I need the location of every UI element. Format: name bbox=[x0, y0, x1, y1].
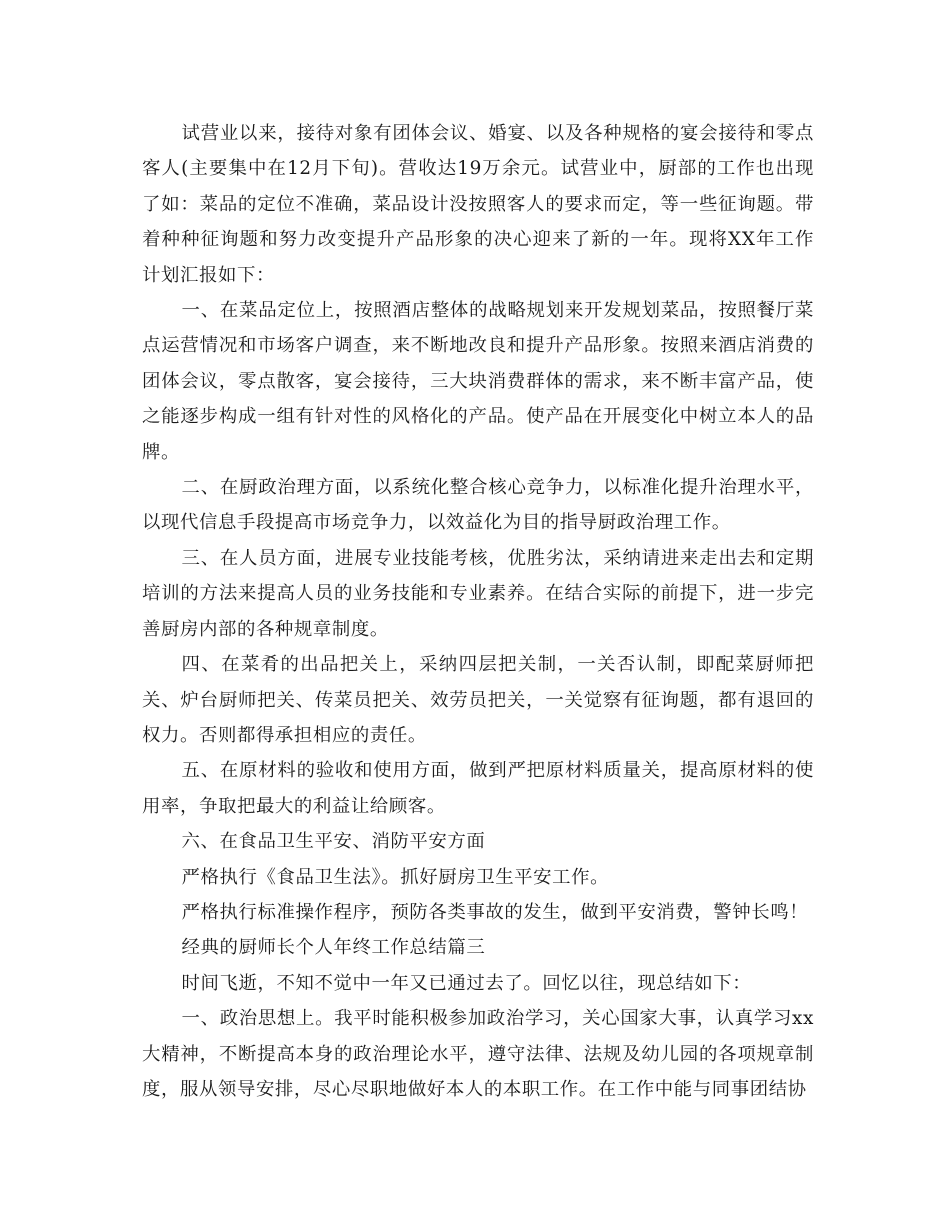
paragraph-item-3-personnel: 三、在人员方面，进展专业技能考核，优胜劣汰，采纳请进来走出去和定期培训的方法来提高人员的业务技能和专业素养。在结合实际的前提下，进一步完善厨房内部的各种规章制度。 bbox=[142, 547, 814, 640]
paragraph-food-hygiene: 严格执行《食品卫生法》。抓好厨房卫生平安工作。 bbox=[181, 866, 610, 888]
paragraph-opening: 试营业以来，接待对象有团体会议、婚宴、以及各种规格的宴会接待和零点客人(主要集中在12月下旬)。营收达19万余元。试营业中，厨部的工作也出现了如：菜品的定位不准确，菜品设计没按照客人的要求而定，等一些征询题。带着种种征询题和努力改变提升产品形象的决心迎来了新的一年。现将XX年工作计划汇报如下： bbox=[142, 123, 814, 286]
paragraph-item-4-quality-control: 四、在菜肴的出品把关上，采纳四层把关制，一关否认制，即配菜厨师把关、炉台厨师把关、传菜员把关、效劳员把关，一关觉察有征询题，都有退回的权力。否则都得承担相应的责任。 bbox=[142, 654, 814, 746]
paragraph-political-thought: 一、政治思想上。我平时能积极参加政治学习，关心国家大事，认真学习xx大精神，不断提高本身的政治理论水平，遵守法律、法规及幼儿园的各项规章制度，服从领导安排，尽心尽职地做好本人的本职工作。在工作中能与同事团结协 bbox=[142, 1008, 814, 1100]
paragraph-summary-intro: 时间飞逝，不知不觉中一年又已通过去了。回忆以往，现总结如下： bbox=[181, 972, 752, 994]
paragraph-item-5-raw-materials: 五、在原材料的验收和使用方面，做到严把原材料质量关，提高原材料的使用率，争取把最大的利益让给顾客。 bbox=[142, 760, 814, 817]
paragraph-item-6-safety: 六、在食品卫生平安、消防平安方面 bbox=[181, 831, 486, 853]
paragraph-item-1-dish-positioning: 一、在菜品定位上，按照酒店整体的战略规划来开发规划菜品，按照餐厅菜点运营情况和市场客户调查，来不断地改良和提升产品形象。按照来酒店消费的团体会议，零点散客，宴会接待，三大块消费群体的需求，来不断丰富产品，使之能逐步构成一组有针对性的风格化的产品。使产品在开展变化中树立本人的品牌。 bbox=[142, 300, 814, 463]
section-heading: 经典的厨师长个人年终工作总结篇三 bbox=[181, 937, 486, 959]
paragraph-item-2-kitchen-management: 二、在厨政治理方面，以系统化整合核心竞争力，以标准化提升治理水平，以现代信息手段提高市场竞争力，以效益化为目的指导厨政治理工作。 bbox=[142, 477, 814, 534]
paragraph-operating-procedures: 严格执行标准操作程序，预防各类事故的发生，做到平安消费，警钟长鸣！ bbox=[181, 901, 809, 923]
document-body bbox=[142, 116, 814, 1107]
